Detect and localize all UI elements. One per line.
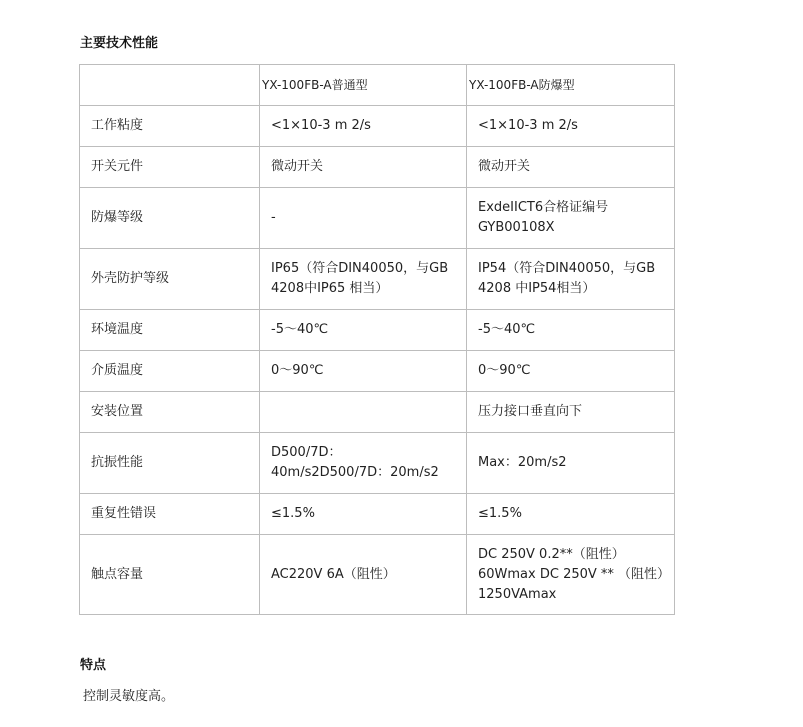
feature-text: 控制灵敏度高。 bbox=[83, 689, 175, 704]
cell-standard: 0～90℃ bbox=[260, 351, 467, 392]
table-header-row bbox=[80, 65, 675, 106]
cell-explosion-proof: <1×10-3 m 2/s bbox=[467, 106, 675, 147]
cell-explosion-proof: ExdeIICT6合格证编号GYB00108X bbox=[467, 188, 675, 249]
cell-standard: IP65（符合DIN40050，与GB 4208中IP65 相当） bbox=[260, 249, 467, 310]
table-row bbox=[80, 433, 675, 494]
cell-standard: 微动开关 bbox=[260, 147, 467, 188]
row-label: 防爆等级 bbox=[80, 188, 260, 249]
cell-explosion-proof: IP54（符合DIN40050，与GB 4208 中IP54相当） bbox=[467, 249, 675, 310]
cell-standard: -5～40℃ bbox=[260, 310, 467, 351]
table-row bbox=[80, 188, 675, 249]
row-label: 安装位置 bbox=[80, 392, 260, 433]
cell-standard: <1×10-3 m 2/s bbox=[260, 106, 467, 147]
specs-section-title: 主要技术性能 bbox=[80, 36, 159, 51]
cell-explosion-proof: 0～90℃ bbox=[467, 351, 675, 392]
cell-explosion-proof: 微动开关 bbox=[467, 147, 675, 188]
cell-standard: - bbox=[260, 188, 467, 249]
table-row bbox=[80, 106, 675, 147]
row-label: 触点容量 bbox=[80, 535, 260, 615]
cell-explosion-proof: ≤1.5% bbox=[467, 494, 675, 535]
row-label: 环境温度 bbox=[80, 310, 260, 351]
row-label: 介质温度 bbox=[80, 351, 260, 392]
cell-standard bbox=[260, 392, 467, 433]
row-label: 抗振性能 bbox=[80, 433, 260, 494]
table-row bbox=[80, 392, 675, 433]
cell-explosion-proof: Max：20m/s2 bbox=[467, 433, 675, 494]
table-row bbox=[80, 249, 675, 310]
table-row bbox=[80, 147, 675, 188]
cell-standard: AC220V 6A（阻性） bbox=[260, 535, 467, 615]
row-label: 工作粘度 bbox=[80, 106, 260, 147]
header-cell-empty bbox=[80, 65, 260, 106]
table-row bbox=[80, 535, 675, 615]
row-label: 外壳防护等级 bbox=[80, 249, 260, 310]
features-section-title: 特点 bbox=[80, 658, 107, 673]
table-row bbox=[80, 494, 675, 535]
cell-explosion-proof: DC 250V 0.2**（阻性）60Wmax DC 250V ** （阻性）1250VAmax bbox=[467, 535, 675, 615]
table-row bbox=[80, 351, 675, 392]
cell-standard: D500/7D：40m/s2D500/7D：20m/s2 bbox=[260, 433, 467, 494]
header-cell-standard: YX-100FB-A普通型 bbox=[260, 65, 467, 106]
specs-table bbox=[79, 64, 675, 615]
cell-explosion-proof: 压力接口垂直向下 bbox=[467, 392, 675, 433]
cell-explosion-proof: -5～40℃ bbox=[467, 310, 675, 351]
table-row bbox=[80, 310, 675, 351]
cell-standard: ≤1.5% bbox=[260, 494, 467, 535]
row-label: 重复性错误 bbox=[80, 494, 260, 535]
header-cell-explosion-proof: YX-100FB-A防爆型 bbox=[467, 65, 675, 106]
row-label: 开关元件 bbox=[80, 147, 260, 188]
